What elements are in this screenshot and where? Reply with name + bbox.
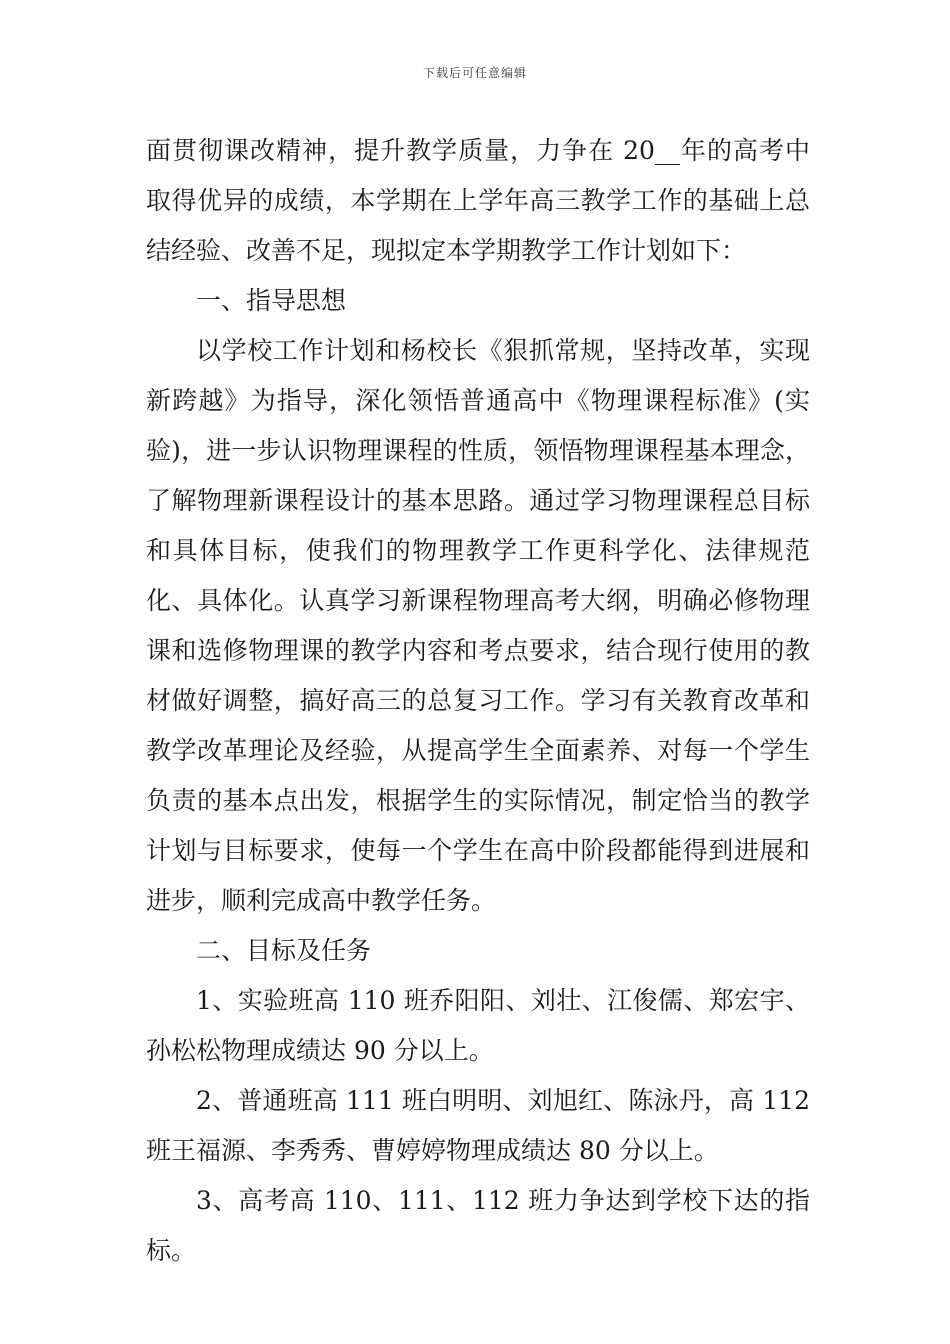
page-header: 下载后可任意编辑 xyxy=(422,66,527,80)
guiding-thought-paragraph: 以学校工作计划和杨校长《狠抓常规，坚持改革，实现新跨越》为指导，深化领悟普通高中《物理课程标准》(实验)，进一步认识物理课程的性质，领悟物理课程基本理念，了解物理新课程设计的基本思路。通过学习物理课程总目标和具体目标，使我们的物理教学工作更科学化、法律规范化、具体化。认真学习新课程物理高考大纲，明确必修物理课和选修物理课的教学内容和考点要求，结合现行使用的教材做好调整，搞好高三的总复习工作。学习有关教育改革和教学改革理论及经验，从提高学生全面素养、对每一个学生负责的基本点出发，根据学生的实际情况，制定恰当的教学计划与目标要求，使每一个学生在高中阶段都能得到进展和进步，顺利完成高中教学任务。 xyxy=(146,336,810,915)
section-heading-guiding-thought: 一、指导思想 xyxy=(196,286,347,315)
goal-item-3: 3、高考高 110、111、112 班力争达到学校下达的指标。 xyxy=(146,1186,810,1265)
section-heading-goals: 二、目标及任务 xyxy=(196,936,372,965)
document-body xyxy=(146,126,810,1276)
goal-item-1: 1、实验班高 110 班乔阳阳、刘壮、江俊儒、郑宏宇、孙松松物理成绩达 90 分以上。 xyxy=(146,986,810,1065)
goal-item-2: 2、普通班高 111 班白明明、刘旭红、陈泳丹，高 112 班王福源、李秀秀、曹婷婷物理成绩达 80 分以上。 xyxy=(146,1086,810,1165)
intro-paragraph: 面贯彻课改精神，提升教学质量，力争在 20__年的高考中取得优异的成绩，本学期在上学年高三教学工作的基础上总结经验、改善不足，现拟定本学期教学工作计划如下： xyxy=(146,136,810,265)
